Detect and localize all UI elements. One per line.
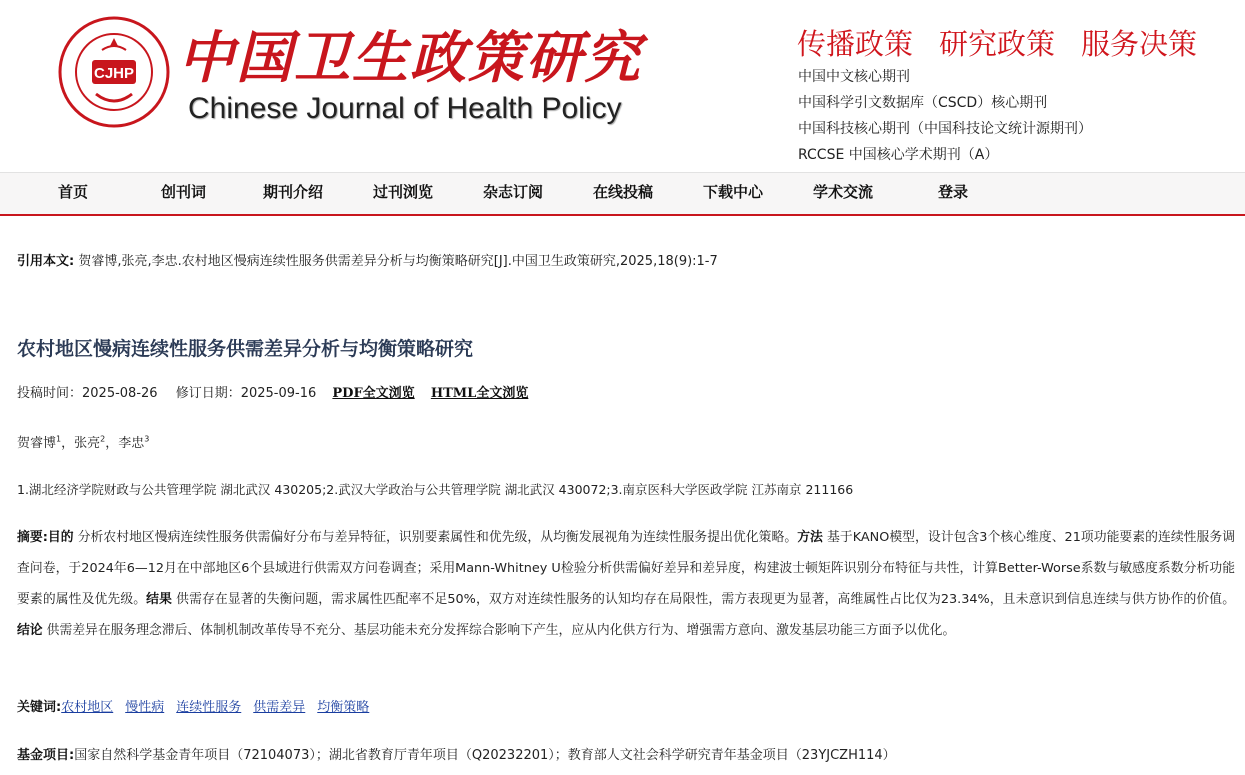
author-list: 贺睿博$^1$，张亮$^2$，李忠$^3$ (17, 434, 150, 451)
keyword-link[interactable]: 均衡策略 (317, 700, 370, 715)
nav-item-login[interactable]: 登录 (938, 183, 969, 201)
objective-text: 分析农村地区慢病连续性服务供需偏好分布与差异特征，识别要素属性和优先级，从均衡发展视角为连续性服务提出优化策略。 (73, 530, 798, 545)
indexing-item: 中国科技核心期刊（中国科技论文统计源期刊） (798, 121, 1092, 137)
indexing-item: 中国中文核心期刊 (798, 69, 910, 85)
slogan-3: 服务决策 (1081, 27, 1198, 61)
results-text: 供需存在显著的失衡问题，需求属性匹配率不足50%，双方对连续性服务的认知均存在局限性，需方表现更为显著，高维属性占比仅为23.34%，且未意识到信息连续与供方协作的价值。 (172, 592, 1236, 607)
nav-item-subscribe[interactable]: 杂志订阅 (483, 183, 544, 201)
nav-item-foreword[interactable]: 创刊词 (161, 183, 207, 201)
objective-label: 目的 (47, 530, 74, 545)
indexing-list (798, 66, 1092, 170)
slogan-1: 传播政策 (797, 27, 914, 61)
indexing-item: 中国科学引文数据库（CSCD）核心期刊 (798, 95, 1048, 111)
site-header (0, 0, 1245, 172)
citation-text: 贺睿博,张亮,李忠.农村地区慢病连续性服务供需差异分析与均衡策略研究[J].中国卫生政策研究,2025,18(9):1-7 (78, 254, 718, 269)
article-title: 农村地区慢病连续性服务供需差异分析与均衡策略研究 (17, 338, 474, 360)
nav-item-exchange[interactable]: 学术交流 (813, 183, 874, 201)
slogan-group (797, 22, 1197, 63)
nav-item-home[interactable]: 首页 (58, 183, 89, 201)
fund-info (17, 744, 896, 763)
keywords (17, 696, 381, 715)
citation (17, 250, 718, 269)
nav-item-about[interactable]: 期刊介绍 (263, 183, 324, 201)
nav-item-archive[interactable]: 过刊浏览 (373, 183, 434, 201)
results-label: 结果 (146, 592, 172, 607)
methods-text: 基于KANO模型，设计包含3个核心维度、21项功能要素的连续性服务调查问卷，于2024年6—12月在中部地区6个县域进行供需双方问卷调查；采用Mann-Whitney U检验分析供需偏好差异和差异度，构建波士顿矩阵识别分布特征与共性，计算Better-Worse系数与敏感度系数分析功能要素的属性及优先级。 (17, 530, 1236, 607)
abstract (17, 522, 1235, 646)
main-nav (0, 172, 1245, 216)
seal-text: CJHP (93, 65, 135, 82)
author-name: 贺睿博 (17, 436, 57, 451)
article-dates (17, 382, 528, 401)
keyword-link[interactable]: 农村地区 (61, 700, 114, 715)
html-fulltext-link[interactable]: HTML全文浏览 (430, 386, 529, 401)
author-affil-index: 3 (144, 434, 150, 444)
keyword-link[interactable]: 慢性病 (125, 700, 165, 715)
conclusion-text: 供需差异在服务理念滞后、体制机制改革传导不充分、基层功能未充分发挥综合影响下产生，应从内化供方行为、增强需方意向、激发基层功能三方面予以优化。 (42, 623, 956, 638)
abstract-label: 摘要: (17, 530, 48, 545)
slogan-2: 研究政策 (939, 27, 1056, 61)
revised-date: 修订日期：2025-09-16 (175, 386, 317, 401)
keyword-link[interactable]: 供需差异 (253, 700, 306, 715)
author-name: 李忠 (118, 436, 145, 451)
methods-label: 方法 (797, 530, 823, 545)
journal-title-cn: 中国卫生政策研究 (178, 25, 642, 91)
journal-seal-logo (58, 16, 170, 128)
affiliations: 1.湖北经济学院财政与公共管理学院 湖北武汉 430205;2.武汉大学政治与公共管理学院 湖北武汉 430072;3.南京医科大学医政学院 江苏南京 211166 (17, 482, 854, 497)
nav-item-downloads[interactable]: 下载中心 (703, 183, 764, 201)
submitted-date: 投稿时间：2025-08-26 (17, 386, 158, 401)
fund-label: 基金项目: (17, 748, 75, 763)
author-affil-index: 1 (56, 434, 62, 444)
pdf-fulltext-link[interactable]: PDF全文浏览 (332, 386, 415, 401)
author-affil-index: 2 (100, 434, 106, 444)
keywords-label: 关键词: (17, 700, 62, 715)
indexing-item: RCCSE 中国核心学术期刊（A） (798, 147, 999, 163)
conclusion-label: 结论 (17, 623, 43, 638)
keyword-link[interactable]: 连续性服务 (176, 700, 242, 715)
fund-text: 国家自然科学基金青年项目（72104073）；湖北省教育厅青年项目（Q20232201）；教育部人文社会科学研究青年基金项目（23YJCZH114） (74, 748, 896, 763)
author-name: 张亮 (74, 436, 101, 451)
nav-item-submit[interactable]: 在线投稿 (593, 183, 654, 201)
journal-title-en: Chinese Journal of Health Policy (188, 92, 622, 125)
citation-label: 引用本文: (17, 254, 75, 269)
